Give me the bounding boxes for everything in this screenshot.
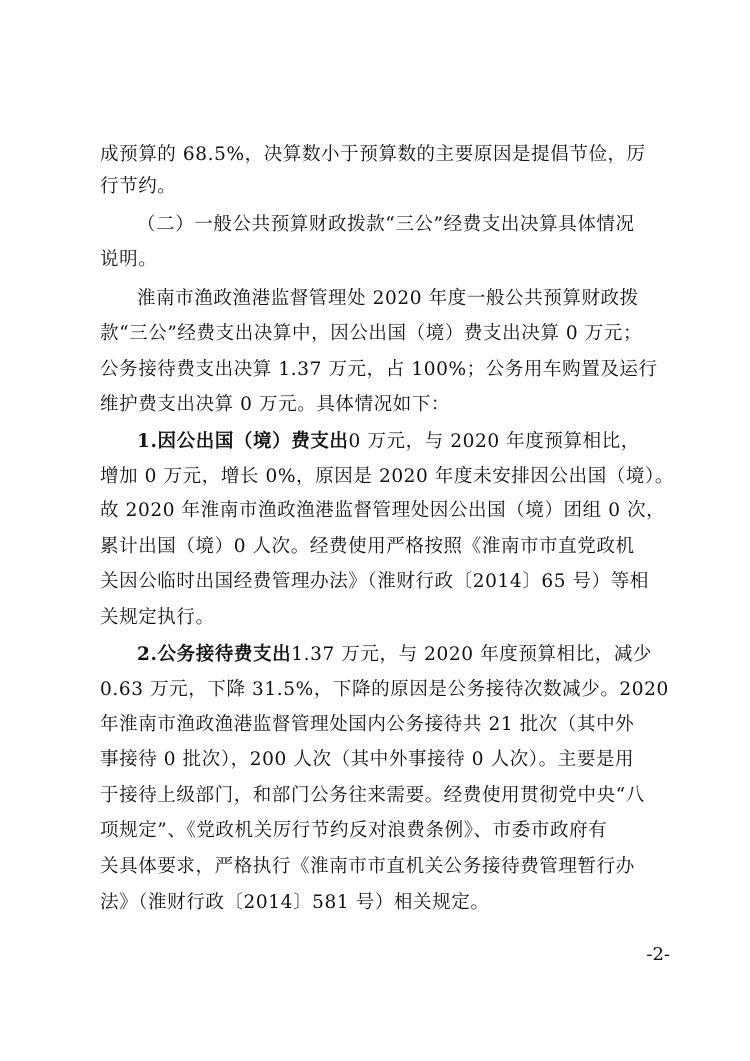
paragraph-line: 关具体要求，严格执行《淮南市市直机关公务接待费管理暂行办 [100, 856, 635, 877]
paragraph-line: 于接待上级部门，和部门公务往来需要。经费使用贯彻党中央“八 [100, 785, 645, 806]
paragraph-line: 维护费支出决算 0 万元。具体情况如下： [100, 394, 451, 415]
page-number: -2- [646, 944, 670, 965]
section-heading-line: （二）一般公共预算财政拨款“三公”经费支出决算具体情况 [137, 214, 635, 235]
paragraph-line: 行节约。 [100, 176, 177, 197]
item-2-text: 1.37 万元，与 2020 年度预算相比，减少 [291, 644, 653, 665]
paragraph-line: 故 2020 年淮南市渔政渔港监督管理处因公出国（境）团组 0 次， [100, 500, 666, 521]
paragraph-line: 成预算的 68.5%，决算数小于预算数的主要原因是提倡节俭，厉 [100, 144, 646, 165]
item-2-line [137, 640, 660, 670]
item-1-line [137, 427, 660, 457]
paragraph-line: 公务接待费支出决算 1.37 万元，占 100%；公务用车购置及运行 [100, 359, 658, 380]
paragraph-line: 0.63 万元，下降 31.5%，下降的原因是公务接待次数减少。2020 [100, 679, 669, 700]
item-1-heading: 1.因公出国（境）费支出 [137, 431, 349, 452]
paragraph-line: 法》（淮财行政〔2014〕581 号）相关规定。 [100, 892, 490, 913]
paragraph-line: 年淮南市渔政渔港监督管理处国内公务接待共 21 批次（其中外 [100, 714, 635, 735]
section-heading-line: 说明。 [100, 249, 158, 270]
item-2-heading: 2.公务接待费支出 [137, 644, 292, 665]
paragraph-line: 项规定”、《党政机关厉行节约反对浪费条例》、市委市政府有 [100, 820, 608, 841]
paragraph-line: 关因公临时出国经费管理办法》（淮财行政〔2014〕65 号）等相 [100, 571, 649, 592]
paragraph-line: 事接待 0 批次），200 人次（其中外事接待 0 人次）。主要是用 [100, 749, 635, 770]
paragraph-line: 增加 0 万元，增长 0%，原因是 2020 年度未安排因公出国（境）。 [100, 466, 674, 487]
paragraph-line: 淮南市渔政渔港监督管理处 2020 年度一般公共预算财政拨 [137, 288, 639, 309]
paragraph-line: 累计出国（境）0 人次。经费使用严格按照《淮南市市直党政机 [100, 536, 635, 557]
paragraph-line: 款“三公”经费支出决算中，因公出国（境）费支出决算 0 万元； [100, 323, 643, 344]
paragraph-line: 关规定执行。 [100, 607, 215, 628]
item-1-text: 0 万元，与 2020 年度预算相比， [348, 431, 640, 452]
